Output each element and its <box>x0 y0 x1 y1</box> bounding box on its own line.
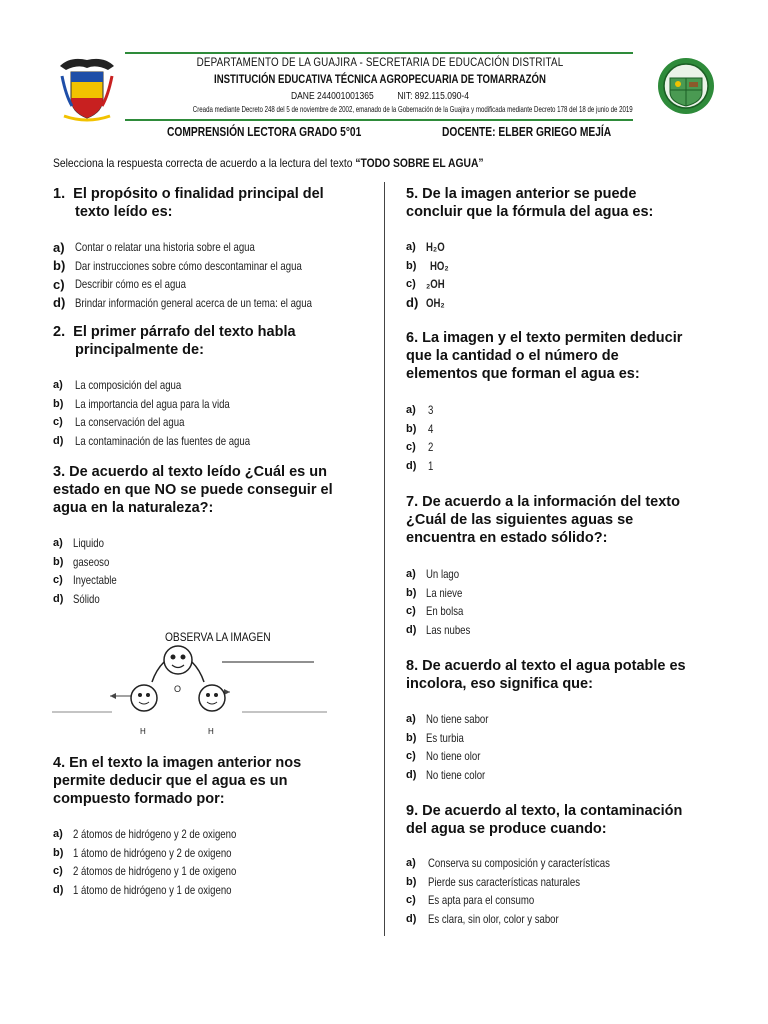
option-letter: c) <box>406 894 416 907</box>
question-3-options <box>53 534 128 608</box>
option-text: La importancia del agua para la vida <box>75 396 230 411</box>
question-text: 3. De acuerdo al texto leído ¿Cuál es un <box>53 464 327 480</box>
answer-option[interactable] <box>406 602 481 621</box>
option-text: Es apta para el consumo <box>428 893 535 908</box>
answer-option[interactable] <box>406 294 453 313</box>
atom-label-oxygen: O <box>174 684 182 694</box>
option-text: ₂OH <box>426 277 445 292</box>
question-text: El primer párrafo del texto habla <box>73 324 296 340</box>
question-5-options <box>406 238 453 312</box>
option-text: HO₂ <box>430 258 449 273</box>
question-4-title <box>53 754 301 808</box>
option-text: Contar o relatar una historia sobre el agua <box>75 240 255 255</box>
option-text: 2 átomos de hidrógeno y 2 de oxigeno <box>73 827 237 842</box>
option-text: No tiene olor <box>426 749 481 764</box>
option-letter: c) <box>406 441 416 454</box>
question-6-options <box>406 401 435 475</box>
answer-option[interactable] <box>53 395 294 414</box>
reading-title: “TODO SOBRE EL AGUA” <box>355 156 484 170</box>
answer-option[interactable] <box>53 862 277 881</box>
column-divider <box>384 182 385 936</box>
answer-option[interactable] <box>53 844 277 863</box>
question-text: texto leído es: <box>75 204 173 220</box>
option-letter: a) <box>53 379 63 392</box>
answer-option[interactable] <box>406 565 481 584</box>
option-letter: d) <box>406 295 419 311</box>
option-letter: c) <box>406 605 416 618</box>
question-text: El propósito o finalidad principal del <box>73 186 324 202</box>
question-text: concluir que la fórmula del agua es: <box>406 204 654 220</box>
option-text: 1 átomo de hidrógeno y 2 de oxigeno <box>73 845 232 860</box>
option-letter: c) <box>53 276 65 292</box>
question-text: estado en que NO se puede conseguir el <box>53 482 333 498</box>
option-letter: d) <box>53 295 66 311</box>
header-dane-nit: DANE 244001001365 NIT: 892.115.090-4 <box>291 91 469 102</box>
option-text: 1 átomo de hidrógeno y 1 de oxigeno <box>73 882 232 897</box>
option-letter: d) <box>406 912 417 925</box>
option-text: Liquido <box>73 536 104 551</box>
option-text: La contaminación de las fuentes de agua <box>75 433 251 448</box>
option-text: La nieve <box>426 585 463 600</box>
option-text: No tiene color <box>426 767 486 782</box>
answer-option[interactable] <box>53 432 294 451</box>
question-text: 9. De acuerdo al texto, la contaminación <box>406 803 683 819</box>
option-letter: b) <box>406 586 417 599</box>
answer-option[interactable] <box>406 747 504 766</box>
option-text: Es clara, sin olor, color y sabor <box>428 911 559 926</box>
answer-option[interactable] <box>53 376 294 395</box>
question-text: que la cantidad o el número de <box>406 348 619 364</box>
question-text: 8. De acuerdo al texto el agua potable es <box>406 658 686 674</box>
answer-option[interactable] <box>53 238 371 257</box>
option-letter: b) <box>53 555 64 568</box>
answer-option[interactable] <box>406 910 655 929</box>
water-molecule-illustration <box>52 640 332 740</box>
header-bottom-rule <box>125 119 633 121</box>
question-7-title <box>406 493 680 547</box>
option-letter: a) <box>53 537 63 550</box>
instructions-text: Selecciona la respuesta correcta de acuerdo a la lectura del texto <box>53 156 356 170</box>
option-letter: d) <box>406 768 417 781</box>
option-text: La conservación del agua <box>75 415 185 430</box>
option-letter: c) <box>406 750 416 763</box>
question-text: agua en la naturaleza?: <box>53 500 214 516</box>
question-text: 6. La imagen y el texto permiten deducir <box>406 330 683 346</box>
question-text: 5. De la imagen anterior se puede <box>406 186 637 202</box>
option-letter: c) <box>53 416 63 429</box>
question-text: incolora, eso significa que: <box>406 676 593 692</box>
option-letter: c) <box>406 278 416 291</box>
option-letter: b) <box>53 397 64 410</box>
question-text: permite deducir que el agua es un <box>53 773 288 789</box>
question-1-title <box>53 185 324 221</box>
atom-label-hydrogen: H <box>208 727 214 736</box>
option-text: La composición del agua <box>75 378 182 393</box>
option-text: No tiene sabor <box>426 712 489 727</box>
option-letter: b) <box>406 259 417 272</box>
question-8-title <box>406 657 686 693</box>
answer-option[interactable] <box>406 438 435 457</box>
colombia-coat-of-arms-logo <box>56 56 118 124</box>
question-text: ¿Cuál de las siguientes aguas se <box>406 512 634 528</box>
answer-option[interactable] <box>406 420 435 439</box>
option-letter: a) <box>406 857 416 870</box>
atom-label-hydrogen: H <box>140 727 146 736</box>
answer-option[interactable] <box>53 294 371 313</box>
question-6-title <box>406 329 682 383</box>
answer-option[interactable] <box>406 854 655 873</box>
question-5-title <box>406 185 653 221</box>
course-title: COMPRENSIÓN LECTORA GRADO 5°01 <box>167 125 362 139</box>
option-text: Un lago <box>426 567 460 582</box>
answer-option[interactable] <box>406 621 481 640</box>
question-2-title <box>53 323 296 359</box>
answer-option[interactable] <box>406 710 504 729</box>
question-2-options <box>53 376 294 450</box>
header-institution: INSTITUCIÓN EDUCATIVA TÉCNICA AGROPECUARIA DE TOMARRAZÓN <box>214 72 546 86</box>
option-letter: a) <box>53 828 63 841</box>
question-7-options <box>406 565 481 639</box>
question-text: principalmente de: <box>75 342 204 358</box>
option-letter: b) <box>406 875 417 888</box>
answer-option[interactable] <box>406 873 655 892</box>
answer-option[interactable] <box>53 275 371 294</box>
question-8-options <box>406 710 504 784</box>
option-letter: d) <box>406 623 417 636</box>
option-text: Es turbia <box>426 730 464 745</box>
question-9-options <box>406 854 655 928</box>
option-letter: c) <box>53 865 63 878</box>
option-letter: b) <box>406 731 417 744</box>
answer-option[interactable] <box>406 584 481 603</box>
option-letter: d) <box>53 883 64 896</box>
question-text: elementos que forman el agua es: <box>406 366 640 382</box>
instructions <box>53 156 484 170</box>
question-text: del agua se produce cuando: <box>406 821 607 837</box>
question-text: 4. En el texto la imagen anterior nos <box>53 755 302 771</box>
question-text: encuentra en estado sólido?: <box>406 530 608 546</box>
answer-option[interactable] <box>53 881 277 900</box>
option-text: Conserva su composición y características <box>428 856 610 871</box>
answer-option[interactable] <box>53 571 128 590</box>
answer-option[interactable] <box>53 590 128 609</box>
option-text: Describir cómo es el agua <box>75 277 186 292</box>
option-text: Pierde sus características naturales <box>428 874 581 889</box>
answer-option[interactable] <box>406 238 453 257</box>
question-3-title <box>53 463 333 517</box>
question-number: 1. <box>53 186 66 202</box>
option-letter: a) <box>406 404 416 417</box>
answer-option[interactable] <box>406 766 504 785</box>
teacher-name: DOCENTE: ELBER GRIEGO MEJÍA <box>442 125 612 139</box>
option-letter: a) <box>53 239 65 255</box>
answer-option[interactable] <box>406 457 435 476</box>
option-text: En bolsa <box>426 604 464 619</box>
option-letter: a) <box>406 241 416 254</box>
option-text: OH₂ <box>426 295 445 310</box>
option-text: Sólido <box>73 591 100 606</box>
option-letter: b) <box>406 422 417 435</box>
question-1-options <box>53 238 371 312</box>
option-text: Las nubes <box>426 622 471 637</box>
figure-label: OBSERVA LA IMAGEN <box>165 630 271 644</box>
option-text: 4 <box>428 421 434 436</box>
answer-option[interactable] <box>406 275 453 294</box>
option-text: Brindar información general acerca de un tema: el agua <box>75 295 312 310</box>
option-letter: d) <box>406 459 417 472</box>
option-letter: a) <box>406 568 416 581</box>
option-text: 2 <box>428 440 434 455</box>
answer-option[interactable] <box>53 553 128 572</box>
answer-option[interactable] <box>53 413 294 432</box>
option-text: H₂O <box>426 240 445 255</box>
option-letter: c) <box>53 574 63 587</box>
answer-option[interactable] <box>406 729 504 748</box>
school-shield-logo <box>656 56 716 116</box>
answer-option[interactable] <box>53 534 128 553</box>
question-9-title <box>406 802 682 838</box>
header-department: DEPARTAMENTO DE LA GUAJIRA - SECRETARIA DE EDUCACIÓN DISTRITAL <box>196 55 564 69</box>
header-decree: Creada mediante Decreto 248 del 5 de noviembre de 2002, emanado de la Gobernación de la Guajira y modificada mediante Decreto 178 del 18 de junio de 2019 <box>192 104 633 114</box>
question-text: compuesto formado por: <box>53 791 225 807</box>
answer-option[interactable] <box>53 257 371 276</box>
question-text: 7. De acuerdo a la información del texto <box>406 494 680 510</box>
option-text: Dar instrucciones sobre cómo descontaminar el agua <box>75 258 302 273</box>
option-letter: a) <box>406 713 416 726</box>
answer-option[interactable] <box>406 257 453 276</box>
option-text: 1 <box>428 458 434 473</box>
answer-option[interactable] <box>406 401 435 420</box>
option-letter: b) <box>53 846 64 859</box>
header-top-rule <box>125 52 633 54</box>
option-text: 2 átomos de hidrógeno y 1 de oxigeno <box>73 864 237 879</box>
option-text: 3 <box>428 403 434 418</box>
option-letter: d) <box>53 592 64 605</box>
option-letter: d) <box>53 434 64 447</box>
option-text: gaseoso <box>73 554 110 569</box>
option-text: Inyectable <box>73 573 117 588</box>
question-number: 2. <box>53 324 66 340</box>
answer-option[interactable] <box>53 825 277 844</box>
answer-option[interactable] <box>406 891 655 910</box>
question-4-options <box>53 825 277 899</box>
option-letter: b) <box>53 258 66 274</box>
